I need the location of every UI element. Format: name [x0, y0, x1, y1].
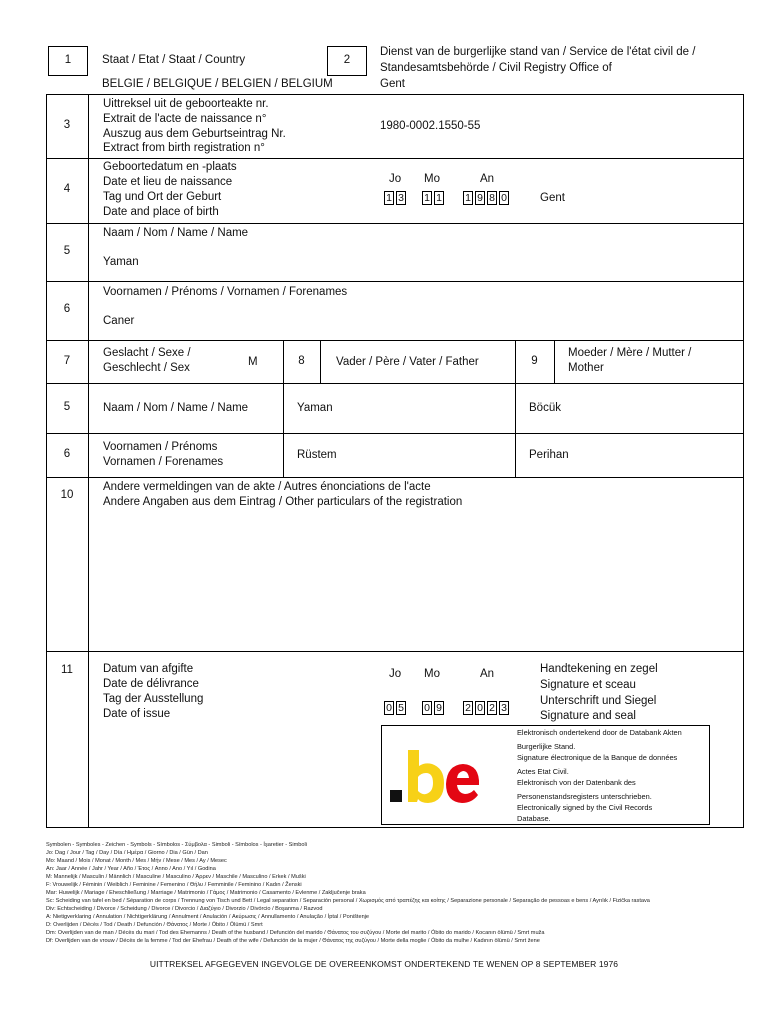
signature-label-4: Signature and seal [540, 710, 636, 722]
legend-line: D: Overlijden / Décès / Tod / Death / Defunción / Θάνατος / Morte / Óbito / Ölümü / Smrt [46, 922, 263, 928]
issue-year-digit: 2 [487, 701, 497, 715]
issue-label-2: Date de délivrance [103, 678, 199, 690]
esig-line: Personenstandsregisters unterschrieben. [517, 792, 652, 801]
signature-label-1: Handtekening en zegel [540, 663, 658, 675]
month-heading: Mo [424, 668, 440, 680]
birth-label-2: Date et lieu de naissance [103, 176, 233, 188]
be-logo-graphic [388, 744, 484, 806]
other-particulars-label-2: Andere Angaben aus dem Eintrag / Other particulars of the registration [103, 496, 463, 508]
birth-year-digit: 9 [475, 191, 485, 205]
father-label: Vader / Père / Vater / Father [336, 356, 479, 368]
issue-day-digit: 5 [396, 701, 406, 715]
office-label-1: Dienst van de burgerlijke stand van / Service de l'état civil de / [380, 46, 696, 58]
issue-year-digit: 2 [463, 701, 473, 715]
footer-convention-note: UITTREKSEL AFGEGEVEN INGEVOLGE DE OVEREENKOMST ONDERTEKEND TE WENEN OP 8 SEPTEMBER 1976 [149, 959, 619, 969]
registration-number: 1980-0002.1550-55 [380, 120, 481, 132]
birth-label-1: Geboortedatum en -plaats [103, 161, 237, 173]
day-heading: Jo [389, 668, 402, 680]
field-number-5: 5 [63, 245, 71, 257]
country-label: Staat / Etat / Staat / Country [102, 54, 246, 66]
field-number-6: 6 [63, 303, 71, 315]
field-number-8: 8 [298, 355, 305, 367]
be-logo [388, 744, 484, 806]
number-column-divider [88, 94, 89, 828]
legend-line: Mar: Huwelijk / Mariage / Eheschließung / Marriage / Matrimonio / Γάμος / Matrimonio / Casamento / Evlenme / Zaključenje braka [46, 890, 366, 896]
issue-label-1: Datum van afgifte [103, 663, 194, 675]
mother-label-1: Moeder / Mère / Mutter / [568, 347, 692, 359]
row-divider [46, 223, 744, 224]
year-heading: An [480, 173, 495, 185]
legend-line: F: Vrouwelijk / Féminin / Weiblich / Feminine / Femenino / Θήλυ / Femminile / Feminino / Kadın / Ženski [46, 882, 302, 888]
esig-line: Actes Etat Civil. [517, 767, 569, 776]
field-number-3: 3 [63, 119, 71, 131]
birth-month-digit: 1 [422, 191, 432, 205]
legend-line: Dm: Overlijden van de man / Décès du mari / Tod des Ehemanns / Death of the husband / Defunción del marido / Θάνατος του συζύγου / Morte del marito / Óbito do marido / Kocanın ölümü / Smrt muža [46, 930, 545, 936]
column-divider [320, 340, 321, 383]
birth-place: Gent [540, 192, 565, 204]
row-divider [46, 433, 744, 434]
field-number-4: 4 [63, 183, 71, 195]
birth-label-3: Tag und Ort der Geburt [103, 191, 222, 203]
office-value: Gent [380, 78, 405, 90]
field-number-11: 11 [61, 664, 73, 676]
birth-year-digit: 1 [463, 191, 473, 205]
other-particulars-label-1: Andere vermeldingen van de akte / Autres énonciations de l'acte [103, 481, 431, 493]
esig-line: Elektronisch von der Datenbank des [517, 778, 636, 787]
field-number-10: 10 [60, 489, 74, 501]
legend-line: Sc: Scheiding van tafel en bed / Séparation de corps / Trennung von Tisch und Bett / Legal separation / Separación personal / Χωρισμός από τραπέζης και κοίτης / Separazione personale / Separação de pessoas e bens / Ayrılık / Fizička rastava [46, 898, 650, 904]
extract-label-4: Extract from birth registration n° [103, 142, 265, 154]
signature-label-2: Signature et sceau [540, 679, 636, 691]
sex-label-1: Geslacht / Sexe / [103, 347, 191, 359]
birth-label-4: Date and place of birth [103, 206, 219, 218]
extract-label-2: Extrait de l'acte de naissance n° [103, 113, 267, 125]
birth-day-digit: 3 [396, 191, 406, 205]
legend-line: Mo: Maand / Mois / Monat / Month / Mes / Μήν / Mese / Mes / Ay / Mesec [46, 858, 227, 864]
surname-value: Yaman [103, 256, 139, 268]
column-divider [554, 340, 555, 383]
esig-line: Electronically signed by the Civil Records [517, 803, 653, 812]
esig-line: Signature électronique de la Banque de données [517, 753, 678, 762]
birth-month-digit: 1 [434, 191, 444, 205]
extract-label-1: Uittreksel uit de geboorteakte nr. [103, 98, 269, 110]
field-number-5: 5 [63, 401, 71, 413]
legend-line: Symbolen - Symboles - Zeichen - Symbols - Símbolos - Σύμβολα - Simboli - Símbolos - İşaretier - Simboli [46, 842, 307, 848]
legend-line: M: Mannelijk / Masculin / Männlich / Masculine / Masculino / Άρρεν / Maschile / Masculino / Erkek / Muški [46, 874, 306, 880]
parents-forenames-label-2: Vornamen / Forenames [103, 456, 224, 468]
issue-year-digit: 0 [475, 701, 485, 715]
extract-label-3: Auszug aus dem Geburtseintrag Nr. [103, 128, 286, 140]
parents-forenames-label-1: Voornamen / Prénoms [103, 441, 218, 453]
row-divider [46, 158, 744, 159]
legend-line: Df: Overlijden van de vrouw / Décès de la femme / Tod der Ehefrau / Death of the wife / Defunción de la mujer / Θάνατος της συζύγου / Morte della moglie / Óbito da mulhe / Kadının ölümü / Smrt žene [46, 938, 540, 944]
issue-month-digit: 9 [434, 701, 444, 715]
issue-day-digit: 0 [384, 701, 394, 715]
year-heading: An [480, 668, 495, 680]
parents-surname-label: Naam / Nom / Name / Name [103, 402, 249, 414]
issue-year-digit: 3 [499, 701, 509, 715]
forenames-value: Caner [103, 315, 135, 327]
birth-year-digit: 8 [487, 191, 497, 205]
surname-label: Naam / Nom / Name / Name [103, 227, 249, 239]
esig-line: Burgerlijke Stand. [517, 742, 576, 751]
esig-line: Database. [517, 814, 551, 823]
office-label-2: Standesamtsbehörde / Civil Registry Office of [380, 62, 612, 74]
row-divider [46, 383, 744, 384]
row-divider [46, 281, 744, 282]
country-value: BELGIE / BELGIQUE / BELGIEN / BELGIUM [102, 78, 333, 90]
issue-label-3: Tag der Ausstellung [103, 693, 204, 705]
legend-line: Div: Echtscheiding / Divorce / Scheidung / Divorce / Divorcio / Διαζύγιο / Divorzio / Divórcio / Boşanma / Razvod [46, 906, 323, 912]
mother-forename: Perihan [529, 449, 569, 461]
field-number-9: 9 [531, 355, 538, 367]
father-forename: Rüstem [297, 449, 337, 461]
legend-line: An: Jaar / Année / Jahr / Year / Año / Έτος / Anno / Ano / Yıl / Godina [46, 866, 216, 872]
forenames-label: Voornamen / Prénoms / Vornamen / Forenames [103, 286, 348, 298]
issue-label-4: Date of issue [103, 708, 171, 720]
row-divider [46, 651, 744, 652]
sex-value: M [248, 356, 258, 368]
birth-day-digit: 1 [384, 191, 394, 205]
esig-line: Elektronisch ondertekend door de Databank Akten [517, 728, 682, 737]
field-number-6: 6 [63, 448, 71, 460]
row-divider [46, 340, 744, 341]
field-number-1: 1 [64, 54, 72, 66]
legend-line: Jo: Dag / Jour / Tag / Day / Día / Ημέρα / Giorno / Dia / Gün / Dan [46, 850, 208, 856]
issue-month-digit: 0 [422, 701, 432, 715]
field-number-7: 7 [63, 355, 71, 367]
row-divider [46, 477, 744, 478]
legend-line: A: Nietigverklaring / Annulation / Nichtigerklärung / Annulment / Anulación / Ακύρωσις / Annullamento / Anulação / İptal / Poništenje [46, 914, 370, 920]
field-number-2: 2 [343, 54, 351, 66]
birth-year-digit: 0 [499, 191, 509, 205]
mother-label-2: Mother [568, 362, 604, 374]
day-heading: Jo [389, 173, 402, 185]
month-heading: Mo [424, 173, 440, 185]
signature-label-3: Unterschrift und Siegel [540, 695, 657, 707]
father-surname: Yaman [297, 402, 333, 414]
sex-label-2: Geschlecht / Sex [103, 362, 190, 374]
mother-surname: Böcük [529, 402, 561, 414]
